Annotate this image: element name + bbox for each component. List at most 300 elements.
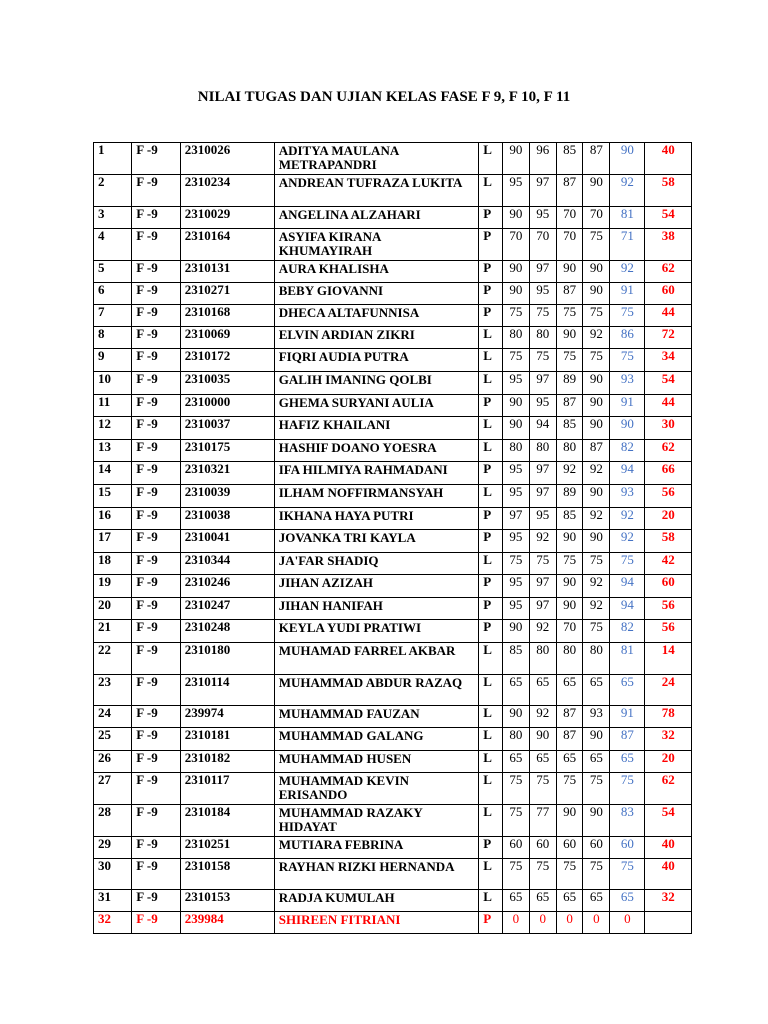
score-3-cell: 85 — [556, 143, 583, 175]
exam-score-cell: 54 — [645, 805, 692, 837]
gender-cell: L — [479, 553, 503, 575]
score-2-cell: 75 — [529, 553, 556, 575]
score-2-cell: 80 — [529, 440, 556, 462]
score-4-cell: 92 — [583, 598, 610, 620]
score-4-cell: 75 — [583, 620, 610, 643]
class-cell: F -9 — [132, 620, 181, 643]
exam-score-cell: 38 — [645, 229, 692, 261]
gender-cell: P — [479, 207, 503, 229]
gender-cell: L — [479, 773, 503, 805]
score-3-cell: 92 — [556, 462, 583, 485]
score-average-cell: 82 — [610, 620, 645, 643]
table-row — [94, 553, 692, 575]
table-row — [94, 706, 692, 728]
score-2-cell: 92 — [529, 620, 556, 643]
table-row — [94, 773, 692, 805]
class-cell: F -9 — [132, 773, 181, 805]
score-average-cell: 71 — [610, 229, 645, 261]
score-average-cell: 90 — [610, 143, 645, 175]
exam-score-cell: 60 — [645, 575, 692, 598]
score-3-cell: 0 — [556, 912, 583, 934]
class-cell: F -9 — [132, 508, 181, 530]
class-cell: F -9 — [132, 675, 181, 706]
table-row — [94, 283, 692, 305]
gender-cell: P — [479, 575, 503, 598]
class-cell: F -9 — [132, 143, 181, 175]
score-3-cell: 90 — [556, 575, 583, 598]
exam-score-cell: 44 — [645, 305, 692, 327]
score-average-cell: 81 — [610, 643, 645, 675]
class-cell: F -9 — [132, 395, 181, 417]
class-cell: F -9 — [132, 553, 181, 575]
score-average-cell: 87 — [610, 728, 645, 751]
student-id-cell: 2310168 — [180, 305, 274, 327]
score-4-cell: 90 — [583, 283, 610, 305]
table-row — [94, 327, 692, 349]
score-4-cell: 92 — [583, 575, 610, 598]
score-2-cell: 95 — [529, 283, 556, 305]
score-1-cell: 90 — [502, 261, 529, 283]
score-2-cell: 97 — [529, 372, 556, 395]
score-1-cell: 90 — [502, 283, 529, 305]
class-cell: F -9 — [132, 837, 181, 859]
score-4-cell: 65 — [583, 675, 610, 706]
score-3-cell: 75 — [556, 773, 583, 805]
score-2-cell: 70 — [529, 229, 556, 261]
exam-score-cell: 42 — [645, 553, 692, 575]
score-3-cell: 70 — [556, 229, 583, 261]
score-2-cell: 97 — [529, 175, 556, 207]
table-row — [94, 261, 692, 283]
student-id-cell: 2310026 — [180, 143, 274, 175]
table-row — [94, 395, 692, 417]
student-name-cell: JA'FAR SHADIQ — [274, 553, 478, 575]
table-row — [94, 643, 692, 675]
table-row — [94, 890, 692, 912]
table-row — [94, 417, 692, 440]
table-row — [94, 530, 692, 553]
student-id-cell: 2310271 — [180, 283, 274, 305]
score-3-cell: 90 — [556, 598, 583, 620]
score-average-cell: 93 — [610, 372, 645, 395]
score-1-cell: 65 — [502, 890, 529, 912]
score-average-cell: 75 — [610, 349, 645, 372]
student-id-cell: 2310321 — [180, 462, 274, 485]
class-cell: F -9 — [132, 859, 181, 890]
class-cell: F -9 — [132, 207, 181, 229]
class-cell: F -9 — [132, 229, 181, 261]
score-3-cell: 87 — [556, 175, 583, 207]
class-cell: F -9 — [132, 175, 181, 207]
row-number-cell: 21 — [94, 620, 132, 643]
gender-cell: P — [479, 912, 503, 934]
score-4-cell: 65 — [583, 751, 610, 773]
score-average-cell: 92 — [610, 261, 645, 283]
score-3-cell: 65 — [556, 675, 583, 706]
class-cell: F -9 — [132, 349, 181, 372]
table-row — [94, 912, 692, 934]
student-id-cell: 2310114 — [180, 675, 274, 706]
score-1-cell: 60 — [502, 837, 529, 859]
score-average-cell: 94 — [610, 598, 645, 620]
row-number-cell: 17 — [94, 530, 132, 553]
gender-cell: L — [479, 890, 503, 912]
exam-score-cell: 34 — [645, 349, 692, 372]
class-cell: F -9 — [132, 440, 181, 462]
row-number-cell: 4 — [94, 229, 132, 261]
score-2-cell: 97 — [529, 261, 556, 283]
score-3-cell: 80 — [556, 643, 583, 675]
exam-score-cell: 20 — [645, 508, 692, 530]
student-name-cell: GHEMA SURYANI AULIA — [274, 395, 478, 417]
student-id-cell: 2310039 — [180, 485, 274, 508]
score-1-cell: 75 — [502, 773, 529, 805]
gender-cell: L — [479, 372, 503, 395]
score-4-cell: 90 — [583, 417, 610, 440]
student-name-cell: RAYHAN RIZKI HERNANDA — [274, 859, 478, 890]
row-number-cell: 3 — [94, 207, 132, 229]
score-2-cell: 96 — [529, 143, 556, 175]
class-cell: F -9 — [132, 305, 181, 327]
score-2-cell: 65 — [529, 675, 556, 706]
page-title: NILAI TUGAS DAN UJIAN KELAS FASE F 9, F 10, F 11 — [197, 89, 571, 105]
score-3-cell: 80 — [556, 440, 583, 462]
class-cell: F -9 — [132, 598, 181, 620]
score-2-cell: 80 — [529, 327, 556, 349]
score-4-cell: 90 — [583, 530, 610, 553]
exam-score-cell: 20 — [645, 751, 692, 773]
student-id-cell: 2310131 — [180, 261, 274, 283]
table-row — [94, 598, 692, 620]
score-average-cell: 91 — [610, 706, 645, 728]
class-cell: F -9 — [132, 643, 181, 675]
score-average-cell: 60 — [610, 837, 645, 859]
student-name-cell: KEYLA YUDI PRATIWI — [274, 620, 478, 643]
exam-score-cell: 58 — [645, 530, 692, 553]
score-1-cell: 80 — [502, 440, 529, 462]
gender-cell: P — [479, 261, 503, 283]
class-cell: F -9 — [132, 706, 181, 728]
student-name-cell: BEBY GIOVANNI — [274, 283, 478, 305]
gender-cell: P — [479, 530, 503, 553]
score-4-cell: 87 — [583, 143, 610, 175]
gender-cell: L — [479, 417, 503, 440]
table-row — [94, 508, 692, 530]
gender-cell: L — [479, 728, 503, 751]
score-2-cell: 65 — [529, 751, 556, 773]
student-id-cell: 2310234 — [180, 175, 274, 207]
student-id-cell: 2310181 — [180, 728, 274, 751]
class-cell: F -9 — [132, 728, 181, 751]
score-average-cell: 75 — [610, 305, 645, 327]
exam-score-cell: 58 — [645, 175, 692, 207]
student-name-cell: MUHAMAD FARREL AKBAR — [274, 643, 478, 675]
gender-cell: L — [479, 143, 503, 175]
student-name-cell: MUHAMMAD KEVIN ERISANDO — [274, 773, 478, 805]
score-2-cell: 92 — [529, 706, 556, 728]
exam-score-cell: 62 — [645, 773, 692, 805]
student-id-cell: 2310000 — [180, 395, 274, 417]
score-average-cell: 65 — [610, 675, 645, 706]
gender-cell: L — [479, 485, 503, 508]
score-4-cell: 75 — [583, 305, 610, 327]
score-average-cell: 94 — [610, 462, 645, 485]
score-3-cell: 90 — [556, 261, 583, 283]
student-name-cell: FIQRI AUDIA PUTRA — [274, 349, 478, 372]
score-3-cell: 87 — [556, 728, 583, 751]
score-average-cell: 93 — [610, 485, 645, 508]
row-number-cell: 31 — [94, 890, 132, 912]
score-average-cell: 81 — [610, 207, 645, 229]
score-1-cell: 70 — [502, 229, 529, 261]
student-id-cell: 2310246 — [180, 575, 274, 598]
student-id-cell: 239984 — [180, 912, 274, 934]
score-1-cell: 80 — [502, 327, 529, 349]
score-2-cell: 75 — [529, 349, 556, 372]
class-cell: F -9 — [132, 751, 181, 773]
score-3-cell: 65 — [556, 751, 583, 773]
score-1-cell: 85 — [502, 643, 529, 675]
student-id-cell: 2310247 — [180, 598, 274, 620]
student-name-cell: HASHIF DOANO YOESRA — [274, 440, 478, 462]
score-4-cell: 75 — [583, 859, 610, 890]
table-row — [94, 349, 692, 372]
score-average-cell: 94 — [610, 575, 645, 598]
score-average-cell: 90 — [610, 417, 645, 440]
exam-score-cell: 60 — [645, 283, 692, 305]
student-name-cell: ELVIN ARDIAN ZIKRI — [274, 327, 478, 349]
class-cell: F -9 — [132, 327, 181, 349]
score-4-cell: 90 — [583, 728, 610, 751]
score-2-cell: 80 — [529, 643, 556, 675]
row-number-cell: 16 — [94, 508, 132, 530]
score-3-cell: 89 — [556, 372, 583, 395]
gender-cell: L — [479, 751, 503, 773]
score-2-cell: 95 — [529, 508, 556, 530]
table-row — [94, 305, 692, 327]
row-number-cell: 22 — [94, 643, 132, 675]
gender-cell: P — [479, 620, 503, 643]
student-id-cell: 2310172 — [180, 349, 274, 372]
table-row — [94, 175, 692, 207]
score-4-cell: 75 — [583, 773, 610, 805]
score-4-cell: 75 — [583, 553, 610, 575]
score-1-cell: 65 — [502, 675, 529, 706]
student-name-cell: JIHAN HANIFAH — [274, 598, 478, 620]
table-row — [94, 229, 692, 261]
score-2-cell: 97 — [529, 598, 556, 620]
score-2-cell: 65 — [529, 890, 556, 912]
score-1-cell: 95 — [502, 530, 529, 553]
score-1-cell: 95 — [502, 485, 529, 508]
score-2-cell: 75 — [529, 773, 556, 805]
student-name-cell: RADJA KUMULAH — [274, 890, 478, 912]
gender-cell: L — [479, 643, 503, 675]
score-2-cell: 97 — [529, 462, 556, 485]
score-3-cell: 87 — [556, 706, 583, 728]
student-id-cell: 2310041 — [180, 530, 274, 553]
score-2-cell: 60 — [529, 837, 556, 859]
score-4-cell: 92 — [583, 327, 610, 349]
student-name-cell: ANDREAN TUFRAZA LUKITA — [274, 175, 478, 207]
gender-cell: P — [479, 395, 503, 417]
row-number-cell: 11 — [94, 395, 132, 417]
student-id-cell: 2310158 — [180, 859, 274, 890]
exam-score-cell — [645, 912, 692, 934]
score-4-cell: 92 — [583, 462, 610, 485]
score-4-cell: 70 — [583, 207, 610, 229]
row-number-cell: 6 — [94, 283, 132, 305]
student-id-cell: 2310029 — [180, 207, 274, 229]
score-1-cell: 95 — [502, 575, 529, 598]
score-average-cell: 65 — [610, 751, 645, 773]
gender-cell: L — [479, 859, 503, 890]
student-id-cell: 2310117 — [180, 773, 274, 805]
score-3-cell: 65 — [556, 890, 583, 912]
score-1-cell: 80 — [502, 728, 529, 751]
student-id-cell: 239974 — [180, 706, 274, 728]
score-1-cell: 90 — [502, 143, 529, 175]
gender-cell: P — [479, 283, 503, 305]
gender-cell: P — [479, 229, 503, 261]
student-id-cell: 2310184 — [180, 805, 274, 837]
table-row — [94, 143, 692, 175]
row-number-cell: 5 — [94, 261, 132, 283]
gender-cell: P — [479, 462, 503, 485]
score-4-cell: 90 — [583, 395, 610, 417]
row-number-cell: 8 — [94, 327, 132, 349]
table-row — [94, 805, 692, 837]
exam-score-cell: 40 — [645, 143, 692, 175]
score-4-cell: 90 — [583, 175, 610, 207]
row-number-cell: 27 — [94, 773, 132, 805]
score-1-cell: 75 — [502, 805, 529, 837]
score-4-cell: 90 — [583, 805, 610, 837]
student-name-cell: MUTIARA FEBRINA — [274, 837, 478, 859]
row-number-cell: 12 — [94, 417, 132, 440]
score-1-cell: 75 — [502, 305, 529, 327]
student-name-cell: ILHAM NOFFIRMANSYAH — [274, 485, 478, 508]
gender-cell: L — [479, 440, 503, 462]
score-3-cell: 89 — [556, 485, 583, 508]
score-1-cell: 90 — [502, 207, 529, 229]
score-2-cell: 97 — [529, 485, 556, 508]
score-3-cell: 70 — [556, 620, 583, 643]
student-id-cell: 2310175 — [180, 440, 274, 462]
row-number-cell: 2 — [94, 175, 132, 207]
score-2-cell: 95 — [529, 395, 556, 417]
gender-cell: P — [479, 598, 503, 620]
student-name-cell: MUHAMMAD ABDUR RAZAQ — [274, 675, 478, 706]
student-name-cell: ADITYA MAULANA METRAPANDRI — [274, 143, 478, 175]
student-name-cell: MUHAMMAD GALANG — [274, 728, 478, 751]
student-name-cell: DHECA ALTAFUNNISA — [274, 305, 478, 327]
class-cell: F -9 — [132, 530, 181, 553]
score-2-cell: 95 — [529, 207, 556, 229]
row-number-cell: 23 — [94, 675, 132, 706]
class-cell: F -9 — [132, 372, 181, 395]
student-id-cell: 2310182 — [180, 751, 274, 773]
exam-score-cell: 32 — [645, 890, 692, 912]
score-1-cell: 90 — [502, 706, 529, 728]
student-id-cell: 2310069 — [180, 327, 274, 349]
exam-score-cell: 62 — [645, 261, 692, 283]
score-2-cell: 75 — [529, 305, 556, 327]
score-1-cell: 95 — [502, 462, 529, 485]
score-3-cell: 75 — [556, 859, 583, 890]
row-number-cell: 7 — [94, 305, 132, 327]
exam-score-cell: 24 — [645, 675, 692, 706]
score-4-cell: 0 — [583, 912, 610, 934]
score-3-cell: 75 — [556, 349, 583, 372]
score-2-cell: 94 — [529, 417, 556, 440]
student-name-cell: JOVANKA TRI KAYLA — [274, 530, 478, 553]
row-number-cell: 14 — [94, 462, 132, 485]
exam-score-cell: 40 — [645, 837, 692, 859]
student-name-cell: IFA HILMIYA RAHMADANI — [274, 462, 478, 485]
score-average-cell: 0 — [610, 912, 645, 934]
score-2-cell: 0 — [529, 912, 556, 934]
class-cell: F -9 — [132, 283, 181, 305]
exam-score-cell: 54 — [645, 207, 692, 229]
score-1-cell: 0 — [502, 912, 529, 934]
score-1-cell: 95 — [502, 598, 529, 620]
score-4-cell: 65 — [583, 890, 610, 912]
row-number-cell: 29 — [94, 837, 132, 859]
score-average-cell: 75 — [610, 859, 645, 890]
class-cell: F -9 — [132, 890, 181, 912]
score-4-cell: 75 — [583, 349, 610, 372]
table-row — [94, 485, 692, 508]
gender-cell: L — [479, 706, 503, 728]
score-3-cell: 60 — [556, 837, 583, 859]
score-average-cell: 82 — [610, 440, 645, 462]
student-id-cell: 2310164 — [180, 229, 274, 261]
score-1-cell: 75 — [502, 349, 529, 372]
student-name-cell: AURA KHALISHA — [274, 261, 478, 283]
row-number-cell: 20 — [94, 598, 132, 620]
student-name-cell: MUHAMMAD FAUZAN — [274, 706, 478, 728]
score-4-cell: 90 — [583, 485, 610, 508]
exam-score-cell: 78 — [645, 706, 692, 728]
student-id-cell: 2310180 — [180, 643, 274, 675]
score-2-cell: 75 — [529, 859, 556, 890]
table-row — [94, 620, 692, 643]
student-id-cell: 2310153 — [180, 890, 274, 912]
score-3-cell: 75 — [556, 305, 583, 327]
class-cell: F -9 — [132, 261, 181, 283]
row-number-cell: 1 — [94, 143, 132, 175]
row-number-cell: 10 — [94, 372, 132, 395]
score-1-cell: 90 — [502, 620, 529, 643]
student-name-cell: HAFIZ KHAILANI — [274, 417, 478, 440]
score-3-cell: 90 — [556, 327, 583, 349]
row-number-cell: 18 — [94, 553, 132, 575]
student-name-cell: SHIREEN FITRIANI — [274, 912, 478, 934]
exam-score-cell: 56 — [645, 485, 692, 508]
score-4-cell: 93 — [583, 706, 610, 728]
score-1-cell: 75 — [502, 553, 529, 575]
student-name-cell: MUHAMMAD HUSEN — [274, 751, 478, 773]
student-name-cell: GALIH IMANING QOLBI — [274, 372, 478, 395]
exam-score-cell: 32 — [645, 728, 692, 751]
table-row — [94, 837, 692, 859]
student-name-cell: ANGELINA ALZAHARI — [274, 207, 478, 229]
class-cell: F -9 — [132, 417, 181, 440]
class-cell: F -9 — [132, 912, 181, 934]
table-row — [94, 575, 692, 598]
score-1-cell: 75 — [502, 859, 529, 890]
